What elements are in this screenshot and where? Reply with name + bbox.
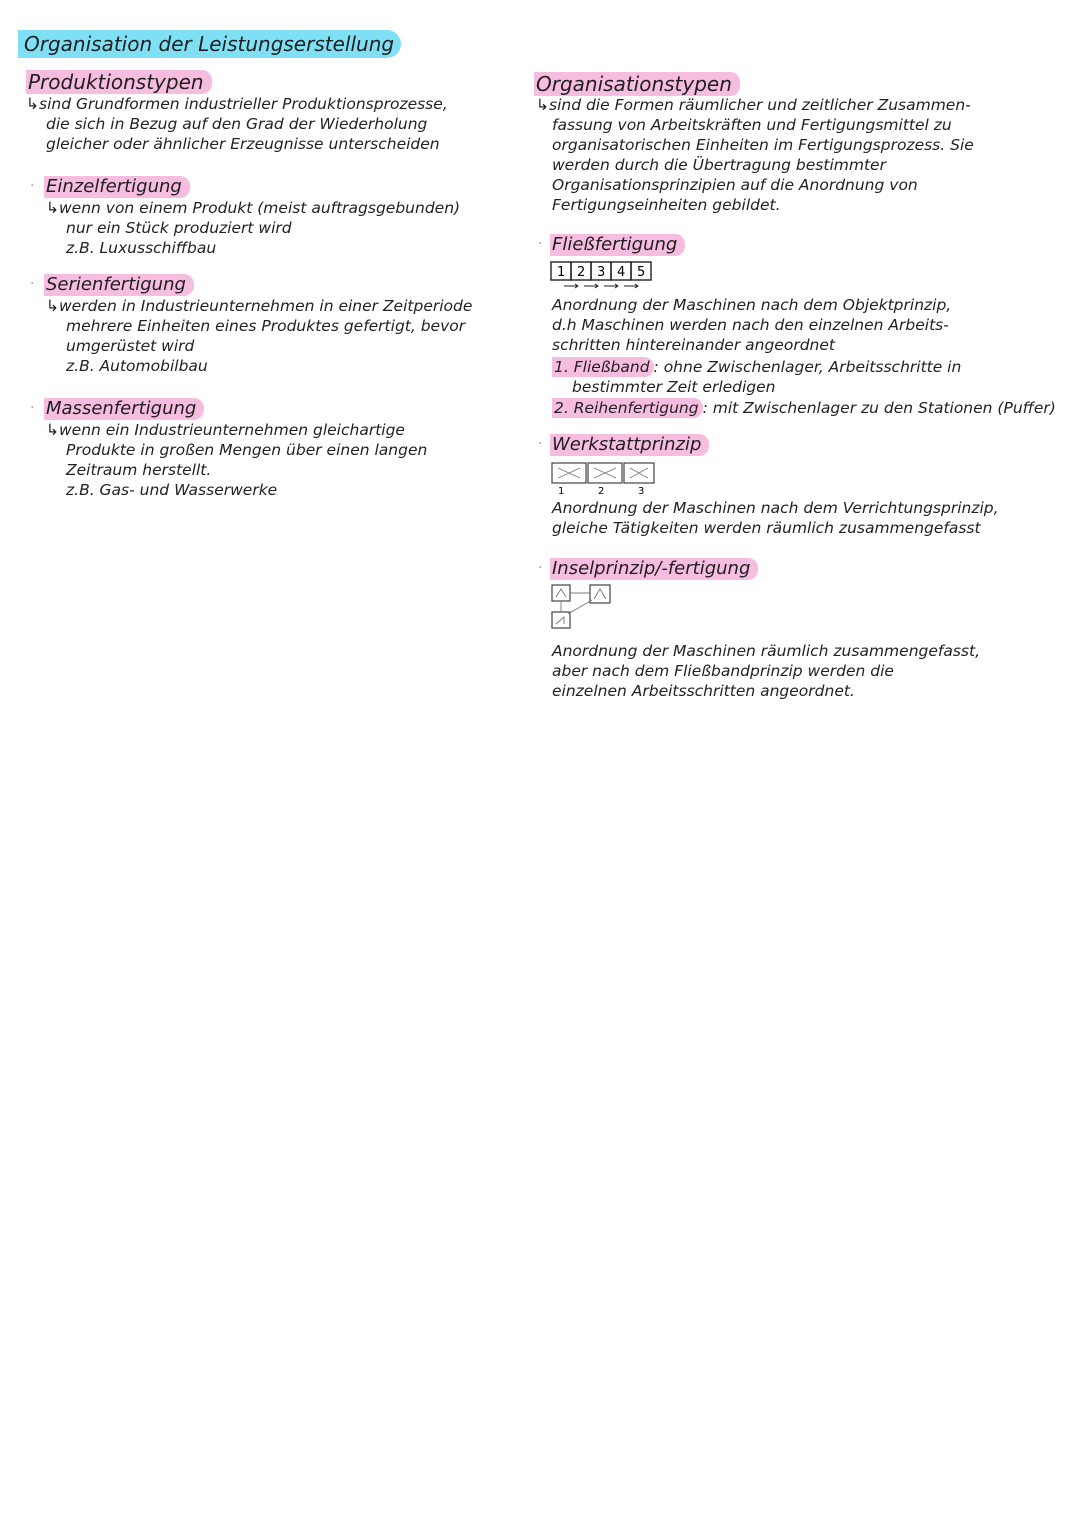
text-line: ↳wenn von einem Produkt (meist auftragsgebunden) xyxy=(46,199,461,217)
text-line: Anordnung der Maschinen nach dem Verrichtungsprinzip, xyxy=(552,499,999,517)
station-number: 3 xyxy=(597,265,606,280)
produktionstypen-heading: Produktionstypen xyxy=(26,70,212,94)
reihenfertigung-item xyxy=(552,398,1056,418)
text-line: umgerüstet wird xyxy=(66,337,195,355)
page-title: Organisation der Leistungserstellung xyxy=(18,30,401,58)
organisationstypen-intro xyxy=(536,95,974,215)
text-line: fassung von Arbeitskräften und Fertigungsmittel zu xyxy=(552,116,952,134)
text-line: werden durch die Übertragung bestimmter xyxy=(552,156,886,174)
bullet-dot: · xyxy=(538,436,543,452)
text-line: ↳sind die Formen räumlicher und zeitlicher Zusammen- xyxy=(536,96,971,114)
text-line: z.B. Automobilbau xyxy=(66,357,208,375)
station-number: 4 xyxy=(617,265,626,280)
text-line: Anordnung der Maschinen nach dem Objektprinzip, xyxy=(552,296,952,314)
text-line: Fertigungseinheiten gebildet. xyxy=(552,196,781,214)
text-line: schritten hintereinander angeordnet xyxy=(552,336,835,354)
station-number: 5 xyxy=(637,265,646,280)
fliessfertigung-text xyxy=(552,295,951,355)
text-line: Produkte in großen Mengen über einen langen xyxy=(66,441,428,459)
workshop-number: 1 xyxy=(558,486,565,496)
fliessband-diagram xyxy=(550,260,660,290)
produktionstypen-intro xyxy=(26,94,448,154)
text-line: mehrere Einheiten eines Produktes gefertigt, bevor xyxy=(66,317,466,335)
organisationstypen-heading: Organisationstypen xyxy=(534,72,740,96)
bullet-dot: · xyxy=(538,560,543,576)
flow-arrow xyxy=(564,284,638,288)
station-number: 1 xyxy=(557,265,566,280)
bullet-dot: · xyxy=(538,236,543,252)
text-line: nur ein Stück produziert wird xyxy=(66,219,292,237)
workshop-number: 2 xyxy=(598,486,605,496)
text-line: Zeitraum herstellt. xyxy=(66,461,212,479)
reihenfertigung-label: 2. Reihenfertigung xyxy=(552,398,703,418)
fliessband-desc: : ohne Zwischenlager, Arbeitsschritte in xyxy=(653,358,962,376)
bullet-dot: · xyxy=(30,276,35,292)
workflow-lines xyxy=(558,468,648,478)
text-line: Anordnung der Maschinen räumlich zusammengefasst, xyxy=(552,642,980,660)
inselprinzip-heading: Inselprinzip/-fertigung xyxy=(550,558,758,580)
fliessband-label: 1. Fließband xyxy=(552,357,654,377)
bullet-dot: · xyxy=(30,400,35,416)
island-box xyxy=(590,585,610,603)
text-line: z.B. Luxusschiffbau xyxy=(66,239,217,257)
text-line: ↳wenn ein Industrieunternehmen gleichartige xyxy=(46,421,405,439)
text-line: gleiche Tätigkeiten werden räumlich zusammengefasst xyxy=(552,519,981,537)
text-line: d.h Maschinen werden nach den einzelnen Arbeits- xyxy=(552,316,949,334)
text-line: bestimmter Zeit erledigen xyxy=(572,378,776,396)
massenfertigung-text xyxy=(46,420,427,500)
island-box xyxy=(552,585,570,601)
serienfertigung-heading: Serienfertigung xyxy=(44,274,194,296)
text-line: Organisationsprinzipien auf die Anordnung von xyxy=(552,176,918,194)
einzelfertigung-text xyxy=(46,198,460,258)
insel-diagram xyxy=(550,582,620,632)
text-line: gleicher oder ähnlicher Erzeugnisse unterscheiden xyxy=(46,135,440,153)
massenfertigung-heading: Massenfertigung xyxy=(44,398,204,420)
fliessfertigung-heading: Fließfertigung xyxy=(550,234,685,256)
fliessband-item xyxy=(552,357,961,397)
werkstatt-diagram xyxy=(550,460,660,496)
text-line: einzelnen Arbeitsschritten angeordnet. xyxy=(552,682,855,700)
text-line: ↳werden in Industrieunternehmen in einer Zeitperiode xyxy=(46,297,473,315)
einzelfertigung-heading: Einzelfertigung xyxy=(44,176,190,198)
werkstattprinzip-text xyxy=(552,498,999,538)
text-line: organisatorischen Einheiten im Fertigungsprozess. Sie xyxy=(552,136,974,154)
station-number: 2 xyxy=(577,265,586,280)
workshop-number: 3 xyxy=(638,486,645,496)
island-connections xyxy=(556,589,606,624)
inselprinzip-text xyxy=(552,641,980,701)
serienfertigung-text xyxy=(46,296,472,376)
text-line: z.B. Gas- und Wasserwerke xyxy=(66,481,278,499)
text-line: ↳sind Grundformen industrieller Produktionsprozesse, xyxy=(26,95,448,113)
werkstattprinzip-heading: Werkstattprinzip xyxy=(550,434,709,456)
text-line: aber nach dem Fließbandprinzip werden die xyxy=(552,662,894,680)
bullet-dot: · xyxy=(30,178,35,194)
text-line: die sich in Bezug auf den Grad der Wiederholung xyxy=(46,115,428,133)
reihenfertigung-desc: : mit Zwischenlager zu den Stationen (Puffer) xyxy=(702,399,1056,417)
